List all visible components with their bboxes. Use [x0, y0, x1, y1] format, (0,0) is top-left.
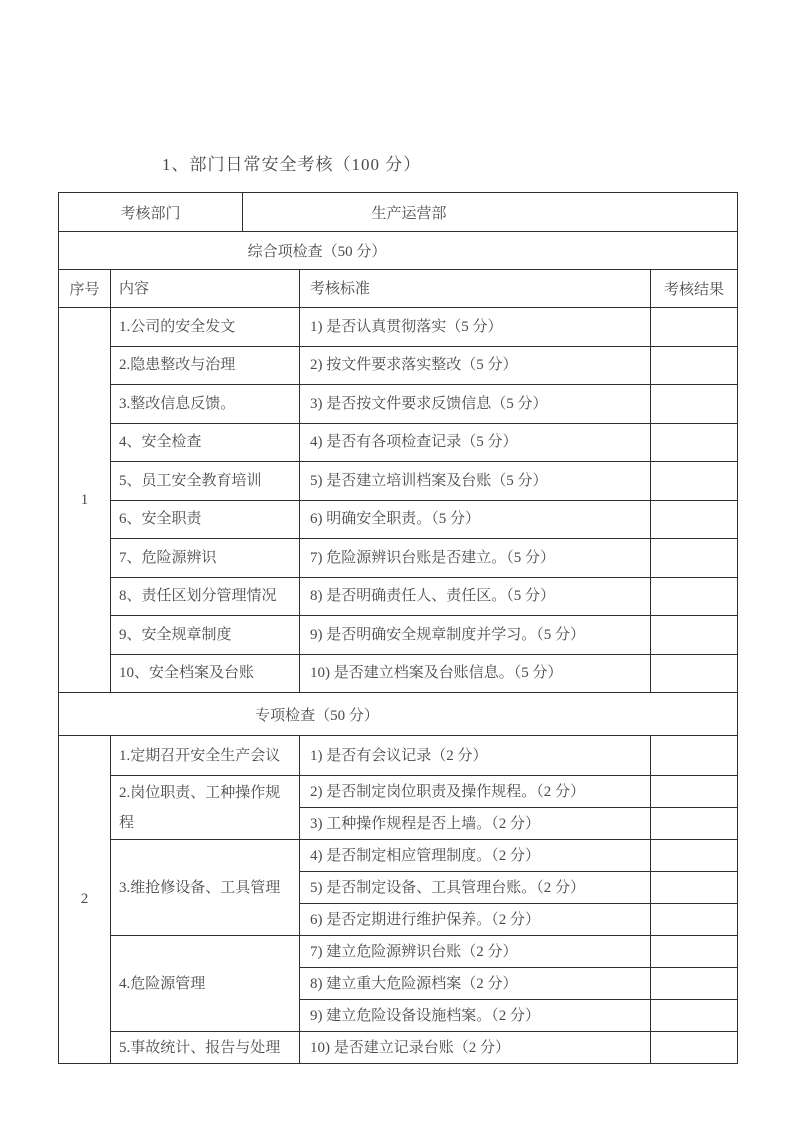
- content-cell: 7、危险源辨识: [111, 539, 300, 578]
- content-cell: 3.维抢修设备、工具管理: [111, 840, 300, 936]
- result-cell[interactable]: [651, 346, 738, 385]
- result-cell[interactable]: [651, 577, 738, 616]
- standard-cell: 3) 是否按文件要求反馈信息（5 分）: [300, 385, 651, 424]
- result-cell[interactable]: [651, 1032, 738, 1064]
- content-cell: 8、责任区划分管理情况: [111, 577, 300, 616]
- standard-cell: 5) 是否建立培训档案及台账（5 分）: [300, 462, 651, 501]
- col-header-standard: 考核标准: [300, 270, 651, 308]
- result-cell[interactable]: [651, 736, 738, 776]
- result-cell[interactable]: [651, 936, 738, 968]
- standard-cell: 2) 是否制定岗位职责及操作规程。（2 分）: [300, 776, 651, 808]
- table-row: [59, 776, 738, 808]
- content-cell: 9、安全规章制度: [111, 616, 300, 655]
- content-cell: 10、安全档案及台账: [111, 654, 300, 693]
- result-cell[interactable]: [651, 904, 738, 936]
- standard-cell: 6) 是否定期进行维护保养。（2 分）: [300, 904, 651, 936]
- table-row: [59, 385, 738, 424]
- result-cell[interactable]: [651, 539, 738, 578]
- table-row: [59, 500, 738, 539]
- result-cell[interactable]: [651, 654, 738, 693]
- result-cell[interactable]: [651, 616, 738, 655]
- col-header-no: 序号: [59, 270, 111, 308]
- standard-cell: 1) 是否有会议记录（2 分）: [300, 736, 651, 776]
- result-cell[interactable]: [651, 872, 738, 904]
- section2-serial-cell: 2: [59, 736, 111, 1064]
- standard-cell: 8) 建立重大危险源档案（2 分）: [300, 968, 651, 1000]
- table-row: [59, 936, 738, 968]
- result-cell[interactable]: [651, 462, 738, 501]
- table-row: [59, 577, 738, 616]
- standard-cell: 9) 建立危险设备设施档案。（2 分）: [300, 1000, 651, 1032]
- standard-cell: 2) 按文件要求落实整改（5 分）: [300, 346, 651, 385]
- standard-cell: 7) 危险源辨识台账是否建立。（5 分）: [300, 539, 651, 578]
- section1-serial-cell: 1: [59, 308, 111, 693]
- standard-cell: 4) 是否有各项检查记录（5 分）: [300, 423, 651, 462]
- standard-cell: 8) 是否明确责任人、责任区。（5 分）: [300, 577, 651, 616]
- content-cell: 3.整改信息反馈。: [111, 385, 300, 424]
- col-header-content: 内容: [111, 270, 300, 308]
- assessment-table: [58, 192, 738, 1064]
- table-row: [59, 840, 738, 872]
- table-row: [59, 346, 738, 385]
- result-cell[interactable]: [651, 808, 738, 840]
- result-cell[interactable]: [651, 840, 738, 872]
- table-row: [59, 654, 738, 693]
- result-cell[interactable]: [651, 385, 738, 424]
- result-cell[interactable]: [651, 423, 738, 462]
- result-cell[interactable]: [651, 500, 738, 539]
- standard-cell: 1) 是否认真贯彻落实（5 分）: [300, 308, 651, 347]
- col-header-result: 考核结果: [651, 270, 738, 308]
- standard-cell: 9) 是否明确安全规章制度并学习。（5 分）: [300, 616, 651, 655]
- content-cell: 5、员工安全教育培训: [111, 462, 300, 501]
- content-cell: 6、安全职责: [111, 500, 300, 539]
- dept-value-cell: 生产运营部: [243, 193, 738, 232]
- standard-cell: 10) 是否建立档案及台账信息。（5 分）: [300, 654, 651, 693]
- table-row: [59, 539, 738, 578]
- table-row: [59, 616, 738, 655]
- content-cell: 5.事故统计、报告与处理: [111, 1032, 300, 1064]
- standard-cell: 10) 是否建立记录台账（2 分）: [300, 1032, 651, 1064]
- content-cell: 1.定期召开安全生产会议: [111, 736, 300, 776]
- content-cell: 2.岗位职责、工种操作规程: [111, 776, 300, 840]
- dept-row: [59, 193, 738, 232]
- standard-cell: 4) 是否制定相应管理制度。（2 分）: [300, 840, 651, 872]
- standard-cell: 5) 是否制定设备、工具管理台账。（2 分）: [300, 872, 651, 904]
- table-row: [59, 462, 738, 501]
- content-cell: 4、安全检查: [111, 423, 300, 462]
- column-header-row: [59, 270, 738, 308]
- standard-cell: 3) 工种操作规程是否上墙。（2 分）: [300, 808, 651, 840]
- dept-label-cell: 考核部门: [59, 193, 243, 232]
- table-row: [59, 1032, 738, 1064]
- content-cell: 4.危险源管理: [111, 936, 300, 1032]
- section1-title-row: [59, 232, 738, 270]
- page-title: 1、部门日常安全考核（100 分）: [162, 155, 422, 174]
- standard-cell: 6) 明确安全职责。（5 分）: [300, 500, 651, 539]
- table-row: [59, 736, 738, 776]
- section2-title-cell: 专项检查（50 分）: [59, 693, 738, 736]
- content-cell: 2.隐患整改与治理: [111, 346, 300, 385]
- result-cell[interactable]: [651, 1000, 738, 1032]
- content-cell: 1.公司的安全发文: [111, 308, 300, 347]
- table-row: [59, 308, 738, 347]
- result-cell[interactable]: [651, 308, 738, 347]
- result-cell[interactable]: [651, 776, 738, 808]
- result-cell[interactable]: [651, 968, 738, 1000]
- standard-cell: 7) 建立危险源辨识台账（2 分）: [300, 936, 651, 968]
- table-row: [59, 423, 738, 462]
- section1-title-cell: 综合项检查（50 分）: [59, 232, 738, 270]
- section2-title-row: [59, 693, 738, 736]
